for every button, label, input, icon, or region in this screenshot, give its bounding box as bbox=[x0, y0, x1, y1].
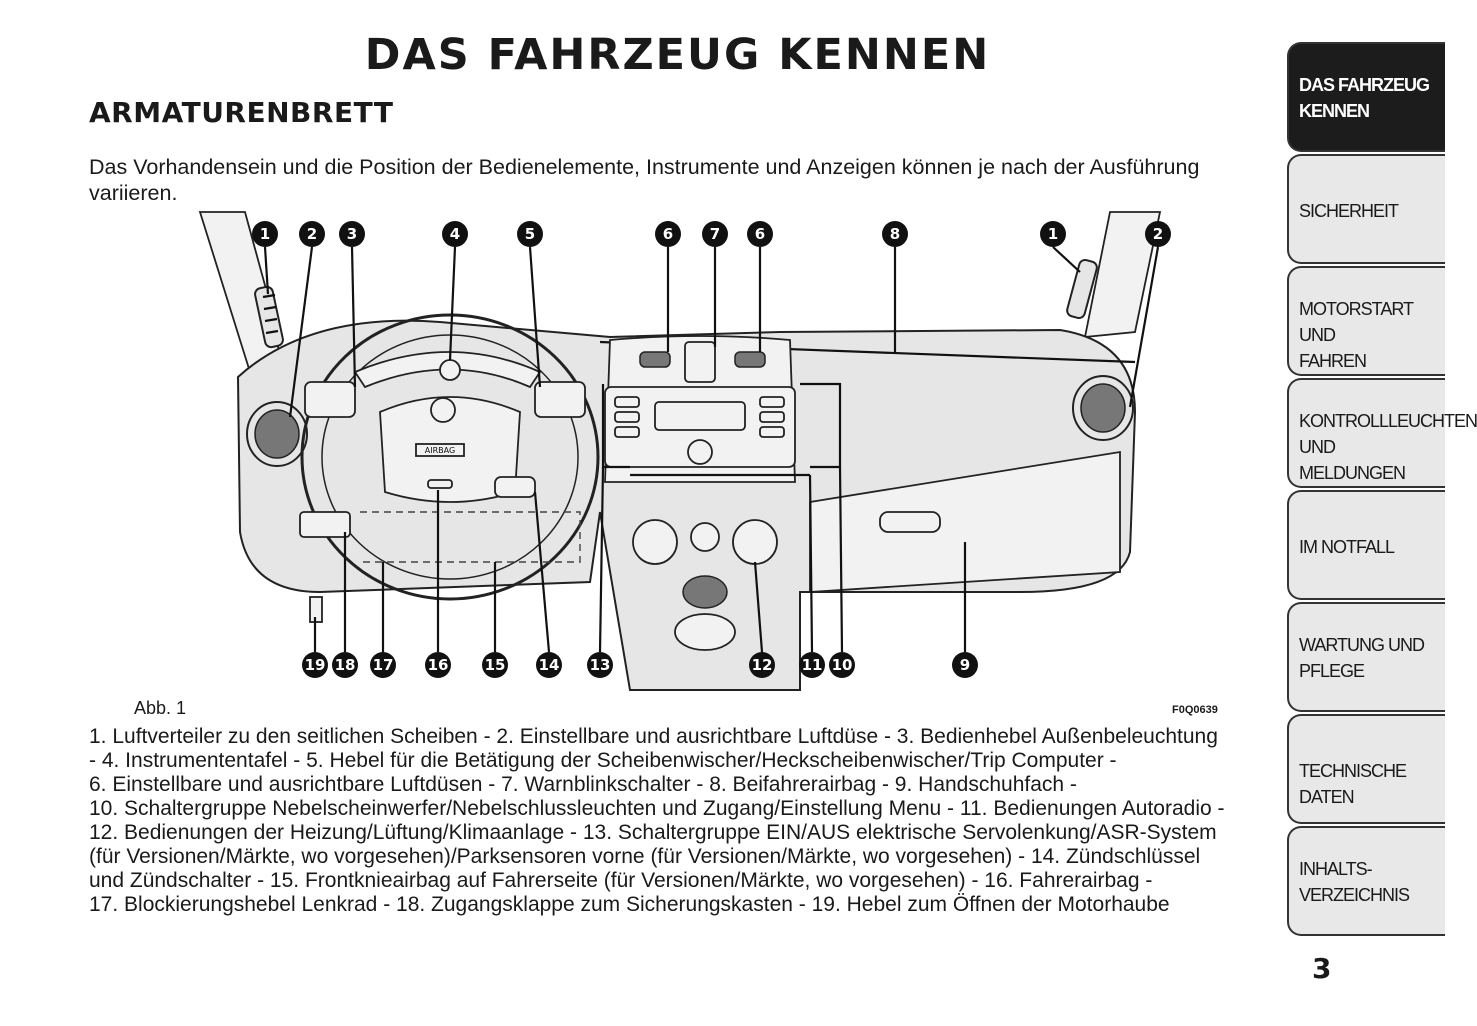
svg-text:10: 10 bbox=[831, 656, 853, 674]
svg-text:11: 11 bbox=[801, 656, 823, 674]
wiper-stalk-switches bbox=[535, 382, 585, 417]
figure-legend bbox=[89, 725, 1279, 917]
callout-19 bbox=[302, 652, 328, 678]
svg-text:4: 4 bbox=[449, 225, 461, 243]
callout-15 bbox=[482, 652, 508, 678]
svg-text:3: 3 bbox=[346, 225, 358, 243]
light-stalk-switches bbox=[305, 382, 355, 417]
svg-text:1: 1 bbox=[1047, 225, 1059, 243]
tab-im-notfall[interactable]: IM NOTFALL bbox=[1287, 490, 1445, 600]
callout-9 bbox=[952, 652, 978, 678]
svg-text:6: 6 bbox=[754, 225, 766, 243]
section-title: ARMATURENBRETT bbox=[89, 96, 394, 129]
page-title: DAS FAHRZEUG KENNEN bbox=[364, 30, 991, 80]
callout-4 bbox=[442, 221, 468, 247]
legend-line: 1. Luftverteiler zu den seitlichen Scheiben - 2. Einstellbare und ausrichtbare Luftdüse - 3. Bedienhebel Außenbeleuchtung bbox=[89, 725, 1218, 748]
legend-line: (für Versionen/Märkte, wo vorgesehen)/Parksensoren vorne (für Versionen/Märkte, wo vorgesehen) - 14. Zündschlüssel bbox=[89, 845, 1201, 868]
fuse-box-flap bbox=[300, 512, 350, 537]
callout-6-left bbox=[655, 221, 681, 247]
svg-text:18: 18 bbox=[334, 656, 356, 674]
svg-text:17: 17 bbox=[372, 656, 394, 674]
callout-18 bbox=[332, 652, 358, 678]
svg-text:7: 7 bbox=[709, 225, 721, 243]
legend-line: 17. Blockierungshebel Lenkrad - 18. Zugangsklappe zum Sicherungskasten - 19. Hebel zum Öffnen der Motorhaube bbox=[89, 893, 1170, 916]
callout-1-left bbox=[252, 221, 278, 247]
callout-5 bbox=[517, 221, 543, 247]
svg-text:12: 12 bbox=[751, 656, 773, 674]
svg-text:14: 14 bbox=[538, 656, 560, 674]
page-number: 3 bbox=[1312, 952, 1332, 985]
callout-16 bbox=[425, 652, 451, 678]
tab-motorstart-und-fahren[interactable]: MOTORSTART UND FAHREN bbox=[1287, 266, 1445, 376]
tab-das-fahrzeug-kennen[interactable]: DAS FAHRZEUG KENNEN bbox=[1287, 42, 1445, 152]
callout-3 bbox=[339, 221, 365, 247]
airbag-label: AIRBAG bbox=[424, 446, 456, 455]
callout-13 bbox=[587, 652, 613, 678]
svg-text:6: 6 bbox=[662, 225, 674, 243]
svg-text:15: 15 bbox=[484, 656, 506, 674]
tab-sicherheit[interactable]: SICHERHEIT bbox=[1287, 154, 1445, 264]
callout-2-left bbox=[299, 221, 325, 247]
tab-inhaltsverzeichnis[interactable]: INHALTS- VERZEICHNIS bbox=[1287, 826, 1445, 936]
svg-text:16: 16 bbox=[427, 656, 449, 674]
callout-12 bbox=[749, 652, 775, 678]
right-round-vent bbox=[1073, 376, 1133, 440]
tab-wartung-und-pflege[interactable]: WARTUNG UND PFLEGE bbox=[1287, 602, 1445, 712]
tab-kontrollleuchten[interactable]: KONTROLLLEUCHTEN UND MELDUNGEN bbox=[1287, 378, 1445, 488]
svg-text:9: 9 bbox=[959, 656, 971, 674]
callout-1-right bbox=[1040, 221, 1066, 247]
legend-line: 12. Bedienungen der Heizung/Lüftung/Klimaanlage - 13. Schaltergruppe EIN/AUS elektrische Servolenkung/ASR-System bbox=[89, 821, 1217, 844]
svg-text:1: 1 bbox=[259, 225, 271, 243]
legend-line: 6. Einstellbare und ausrichtbare Luftdüsen - 7. Warnblinkschalter - 8. Beifahrerairbag - 9. Handschuhfach - bbox=[89, 773, 1077, 796]
svg-text:19: 19 bbox=[304, 656, 326, 674]
legend-line: und Zündschalter - 15. Frontknieairbag auf Fahrerseite (für Versionen/Märkte, wo vorgesehen) - 16. Fahrerairbag - bbox=[89, 869, 1153, 892]
svg-text:2: 2 bbox=[1152, 225, 1164, 243]
dashboard-figure bbox=[160, 212, 1240, 692]
dashboard-illustration bbox=[160, 212, 1240, 692]
glove-box-handle bbox=[880, 512, 940, 532]
callout-17 bbox=[370, 652, 396, 678]
svg-text:8: 8 bbox=[889, 225, 901, 243]
callout-14 bbox=[536, 652, 562, 678]
callout-7 bbox=[702, 221, 728, 247]
legend-line: - 4. Instrumententafel - 5. Hebel für die Betätigung der Scheibenwischer/Heckscheibenwischer/Trip Computer - bbox=[89, 749, 1117, 772]
intro-paragraph: Das Vorhandensein und die Position der Bedienelemente, Instrumente und Anzeigen können je nach der Ausführung variieren. bbox=[89, 155, 1200, 205]
callout-6-right bbox=[747, 221, 773, 247]
callout-10 bbox=[829, 652, 855, 678]
ignition-switch bbox=[495, 477, 535, 497]
figure-code: F0Q0639 bbox=[1172, 704, 1218, 716]
svg-text:13: 13 bbox=[589, 656, 611, 674]
legend-line: 10. Schaltergruppe Nebelscheinwerfer/Nebelschlussleuchten und Zugang/Einstellung Menu - 11. Bedienungen Autoradio - bbox=[89, 797, 1225, 820]
callout-11 bbox=[799, 652, 825, 678]
callout-2-right bbox=[1145, 221, 1171, 247]
left-round-vent bbox=[247, 402, 307, 466]
figure-caption: Abb. 1 bbox=[134, 698, 187, 718]
svg-text:2: 2 bbox=[306, 225, 318, 243]
svg-text:5: 5 bbox=[524, 225, 536, 243]
tab-technische-daten[interactable]: TECHNISCHE DATEN bbox=[1287, 714, 1445, 824]
callout-8 bbox=[882, 221, 908, 247]
